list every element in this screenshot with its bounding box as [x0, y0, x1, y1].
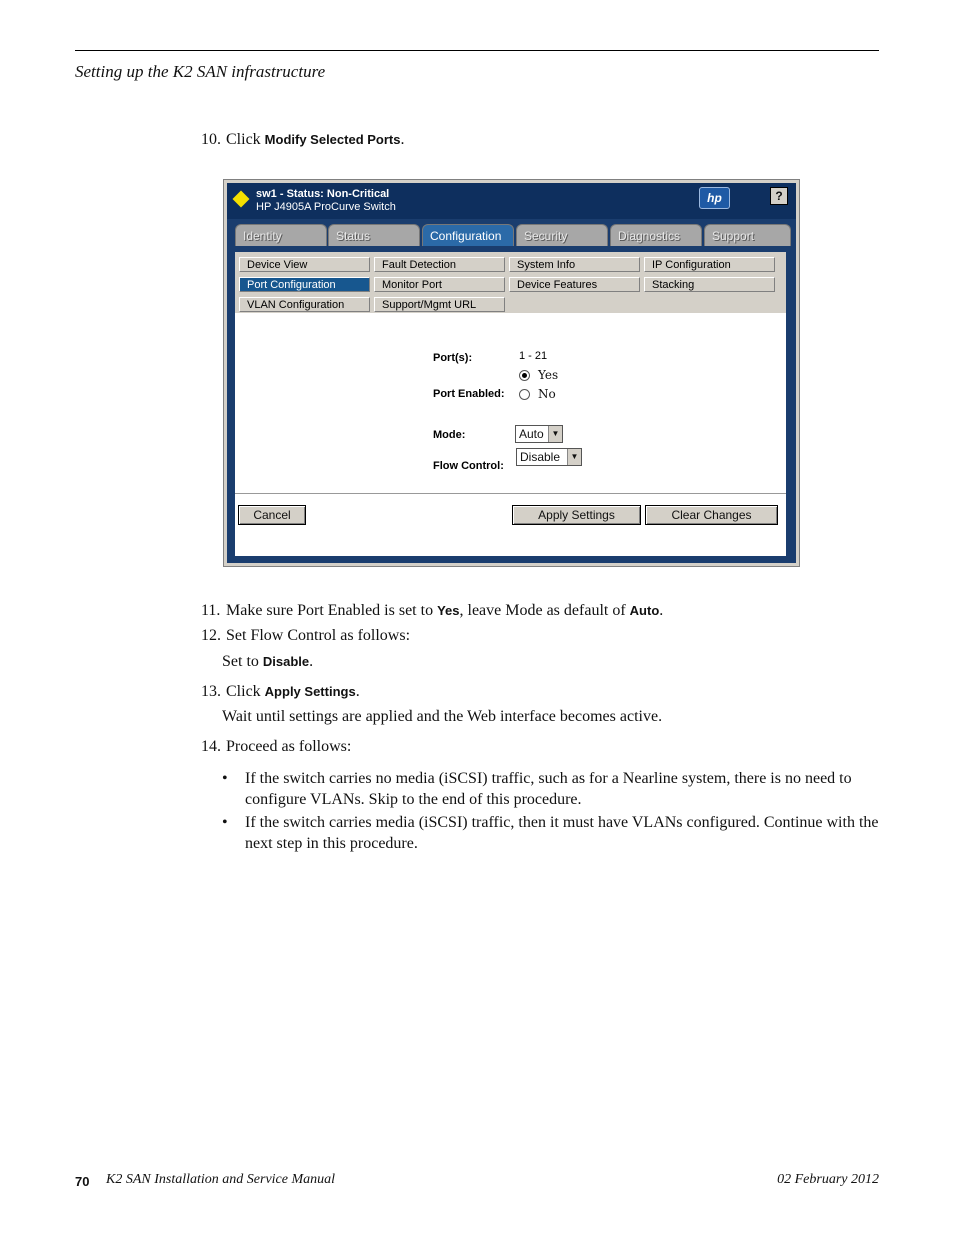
- step-suffix: .: [355, 683, 360, 700]
- subnav-support-mgmt-url[interactable]: Support/Mgmt URL: [374, 297, 505, 312]
- ui-term: Auto: [629, 603, 660, 618]
- bullet-text: If the switch carries no media (iSCSI) traffic, such as for a Nearline system, there is no need to configure VLANs. Skip to the end of this procedure.: [245, 770, 852, 808]
- header-rule: [75, 50, 879, 51]
- step-13-detail: Wait until settings are applied and the Web interface becomes active.: [222, 708, 663, 725]
- help-button[interactable]: ?: [770, 187, 788, 205]
- no-label: No: [538, 387, 556, 401]
- bullet-item: [222, 812, 882, 854]
- page-number: 70: [75, 1174, 90, 1189]
- clear-changes-button[interactable]: Clear Changes: [645, 505, 778, 525]
- flow-control-value: Disable: [520, 450, 561, 464]
- switch-status-title: sw1 - Status: Non-Critical: [256, 188, 390, 200]
- step-text: Set to: [222, 653, 259, 670]
- bullet-icon: •: [222, 770, 228, 787]
- ui-term: Apply Settings: [264, 684, 356, 699]
- bullet-text: If the switch carries media (iSCSI) traffic, then it must have VLANs configured. Continue with the next step in this procedure.: [245, 814, 879, 852]
- step-number: 14.: [201, 738, 221, 755]
- step-text: Click: [226, 683, 261, 700]
- step-suffix: .: [400, 131, 405, 148]
- step-suffix: .: [309, 653, 314, 670]
- step-number: 10.: [201, 131, 221, 148]
- form-buttons: [235, 493, 786, 556]
- step-number: 13.: [201, 683, 221, 700]
- port-enabled-no-radio[interactable]: [519, 389, 530, 400]
- port-enabled-yes-radio[interactable]: [519, 370, 530, 381]
- subnav-monitor-port[interactable]: Monitor Port: [374, 277, 505, 292]
- manual-title: K2 SAN Installation and Service Manual: [106, 1172, 336, 1187]
- screenshot-frame: [227, 183, 796, 563]
- subnav-ip-configuration[interactable]: IP Configuration: [644, 257, 775, 272]
- flow-control-label: Flow Control:: [433, 460, 504, 472]
- mode-select[interactable]: [515, 425, 563, 443]
- step-14: [201, 738, 351, 756]
- port-enabled-label: Port Enabled:: [433, 388, 505, 400]
- step-text: Proceed as follows:: [226, 738, 352, 755]
- config-subnav: [235, 252, 786, 313]
- tab-diagnostics[interactable]: Diagnostics: [610, 224, 702, 246]
- step-10: [201, 131, 404, 149]
- step-13: [201, 683, 360, 701]
- subnav-device-features[interactable]: Device Features: [509, 277, 640, 292]
- subnav-vlan-configuration[interactable]: VLAN Configuration: [239, 297, 370, 312]
- step-number: 12.: [201, 627, 221, 644]
- step-12-detail: [222, 653, 313, 671]
- tab-configuration[interactable]: Configuration: [422, 224, 514, 246]
- port-config-form: [235, 313, 786, 493]
- chevron-down-icon: ▼: [548, 426, 562, 442]
- subnav-device-view[interactable]: Device View: [239, 257, 370, 272]
- switch-screenshot: [223, 179, 800, 567]
- tab-support[interactable]: Support: [704, 224, 791, 246]
- subnav-system-info[interactable]: System Info: [509, 257, 640, 272]
- mode-value: Auto: [519, 427, 544, 441]
- flow-control-select[interactable]: [516, 448, 582, 466]
- tab-identity[interactable]: Identity: [235, 224, 327, 246]
- tab-security[interactable]: Security: [516, 224, 608, 246]
- ui-term: Modify Selected Ports: [264, 132, 401, 147]
- title-bar: [227, 183, 796, 219]
- ui-term: Yes: [437, 603, 460, 618]
- hp-logo-icon: hp: [699, 187, 730, 209]
- step-11: [201, 602, 663, 620]
- ui-term: Disable: [262, 654, 310, 669]
- step-text: , leave Mode as default of: [459, 602, 626, 619]
- warning-status-icon: [233, 191, 250, 208]
- subnav-stacking[interactable]: Stacking: [644, 277, 775, 292]
- apply-settings-button[interactable]: Apply Settings: [512, 505, 641, 525]
- step-text: Click: [226, 131, 261, 148]
- yes-label: Yes: [538, 368, 559, 382]
- bullet-icon: •: [222, 814, 228, 831]
- section-title: Setting up the K2 SAN infrastructure: [75, 62, 326, 81]
- step-text: Set Flow Control as follows:: [226, 627, 411, 644]
- subnav-fault-detection[interactable]: Fault Detection: [374, 257, 505, 272]
- ports-label: Port(s):: [433, 352, 473, 364]
- publication-date: 02 February 2012: [777, 1172, 879, 1187]
- step-number: 11.: [201, 602, 221, 619]
- step-text: Make sure Port Enabled is set to: [226, 602, 434, 619]
- step-suffix: .: [659, 602, 664, 619]
- step-12: [201, 627, 410, 645]
- main-tabs: [235, 224, 796, 246]
- mode-label: Mode:: [433, 429, 466, 441]
- chevron-down-icon: ▼: [567, 449, 581, 465]
- subnav-port-configuration[interactable]: Port Configuration: [239, 277, 370, 292]
- tab-status[interactable]: Status: [328, 224, 420, 246]
- ports-value: 1 - 21: [519, 350, 548, 362]
- cancel-button[interactable]: Cancel: [238, 505, 306, 525]
- bullet-item: [222, 768, 882, 810]
- switch-model: HP J4905A ProCurve Switch: [256, 201, 396, 213]
